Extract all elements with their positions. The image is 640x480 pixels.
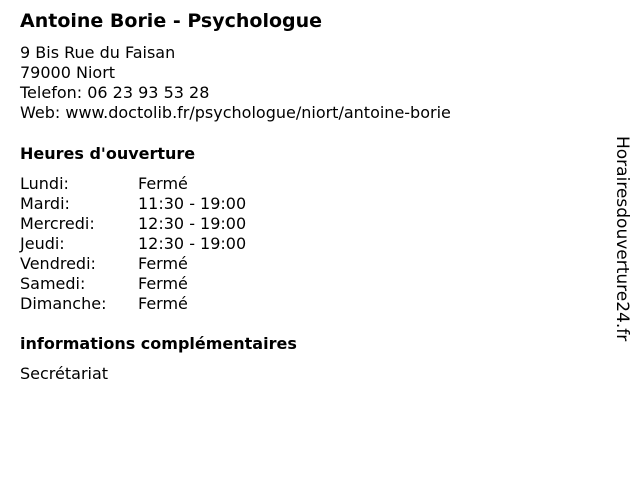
- day-label: Samedi:: [20, 274, 86, 293]
- city-address: 79000 Niort: [20, 63, 116, 82]
- day-label: Jeudi:: [20, 234, 65, 253]
- day-label: Dimanche:: [20, 294, 107, 313]
- address-block: [20, 43, 451, 123]
- day-time: 12:30 - 19:00: [138, 214, 247, 233]
- day-label: Mardi:: [20, 194, 70, 213]
- day-label: Vendredi:: [20, 254, 96, 273]
- phone-number: Telefon: 06 23 93 53 28: [20, 83, 210, 102]
- additional-info-text: Secrétariat: [20, 364, 109, 383]
- page-title: Antoine Borie - Psychologue: [20, 10, 323, 32]
- day-label: Lundi:: [20, 174, 69, 193]
- day-time: Fermé: [138, 294, 188, 313]
- day-label: Mercredi:: [20, 214, 95, 233]
- day-time: 11:30 - 19:00: [138, 194, 247, 213]
- day-time: Fermé: [138, 174, 188, 193]
- additional-info-heading: informations complémentaires: [20, 334, 297, 353]
- website-url: Web: www.doctolib.fr/psychologue/niort/antoine-borie: [20, 103, 451, 122]
- day-time: 12:30 - 19:00: [138, 234, 247, 253]
- street-address: 9 Bis Rue du Faisan: [20, 43, 176, 62]
- watermark-text: Horairesdouverture24.fr: [612, 136, 632, 342]
- opening-hours-heading: Heures d'ouverture: [20, 144, 196, 163]
- day-time: Fermé: [138, 274, 188, 293]
- day-time: Fermé: [138, 254, 188, 273]
